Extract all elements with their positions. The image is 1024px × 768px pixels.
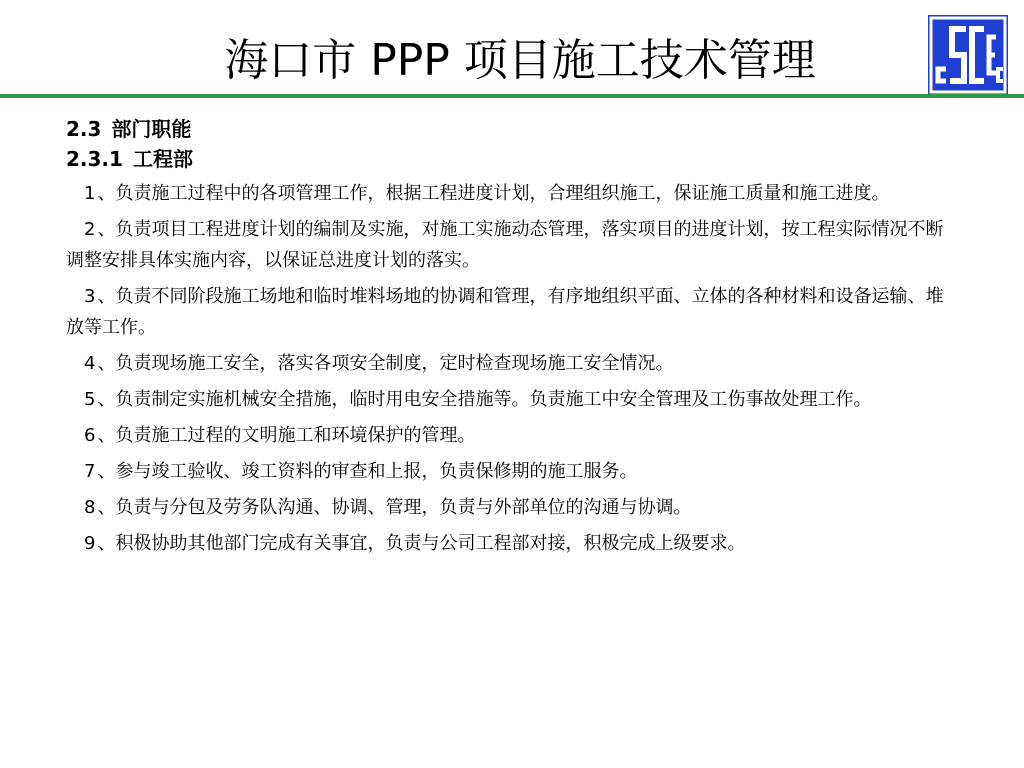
subsection-heading bbox=[66, 144, 958, 174]
section-title: 部门职能 bbox=[111, 117, 192, 141]
duty-text: 、负责与分包及劳务队沟通、协调、管理，负责与外部单位的沟通与协调。 bbox=[97, 497, 692, 518]
duty-index: 6 bbox=[84, 425, 96, 446]
duty-item-7 bbox=[66, 456, 958, 487]
duty-index: 7 bbox=[84, 461, 96, 482]
section-number: 2.3 bbox=[66, 117, 102, 141]
duty-index: 1 bbox=[84, 183, 96, 204]
duty-index: 4 bbox=[84, 353, 96, 374]
duty-index: 5 bbox=[84, 389, 96, 410]
duty-text: 、负责施工过程中的各项管理工作，根据工程进度计划，合理组织施工，保证施工质量和施工进度。 bbox=[97, 183, 890, 204]
duty-item-2 bbox=[66, 214, 958, 276]
slide-title: 海口市 PPP 项目施工技术管理 bbox=[224, 35, 816, 86]
duty-item-9 bbox=[66, 528, 958, 559]
subsection-number: 2.3.1 bbox=[66, 147, 123, 171]
cscec-logo-icon bbox=[928, 15, 1008, 95]
duty-text: 、负责施工过程的文明施工和环境保护的管理。 bbox=[97, 425, 476, 446]
duty-index: 2 bbox=[84, 219, 96, 240]
duty-item-1 bbox=[66, 178, 958, 209]
section-heading bbox=[66, 114, 958, 144]
duty-text: 、负责项目工程进度计划的编制及实施，对施工实施动态管理，落实项目的进度计划，按工程实际情况不断调整安排具体实施内容，以保证总进度计划的落实。 bbox=[66, 219, 944, 271]
duty-item-5 bbox=[66, 384, 958, 415]
duty-item-8 bbox=[66, 492, 958, 523]
slide-content bbox=[66, 114, 958, 564]
duty-text: 、负责现场施工安全，落实各项安全制度，定时检查现场施工安全情况。 bbox=[97, 353, 674, 374]
duty-text: 、参与竣工验收、竣工资料的审查和上报，负责保修期的施工服务。 bbox=[97, 461, 638, 482]
duty-index: 3 bbox=[84, 286, 96, 307]
duty-text: 、负责不同阶段施工场地和临时堆料场地的协调和管理，有序地组织平面、立体的各种材料和设备运输、堆放等工作。 bbox=[66, 286, 944, 338]
duty-index: 9 bbox=[84, 533, 96, 554]
duty-text: 、负责制定实施机械安全措施，临时用电安全措施等。负责施工中安全管理及工伤事故处理工作。 bbox=[97, 389, 872, 410]
cscec-logo bbox=[928, 15, 1008, 95]
duty-item-6 bbox=[66, 420, 958, 451]
title-divider bbox=[0, 94, 1024, 98]
subsection-title: 工程部 bbox=[132, 147, 193, 171]
duty-list bbox=[66, 178, 958, 559]
duty-item-3 bbox=[66, 281, 958, 343]
duty-text: 、积极协助其他部门完成有关事宜，负责与公司工程部对接，积极完成上级要求。 bbox=[97, 533, 746, 554]
duty-item-4 bbox=[66, 348, 958, 379]
duty-index: 8 bbox=[84, 497, 96, 518]
